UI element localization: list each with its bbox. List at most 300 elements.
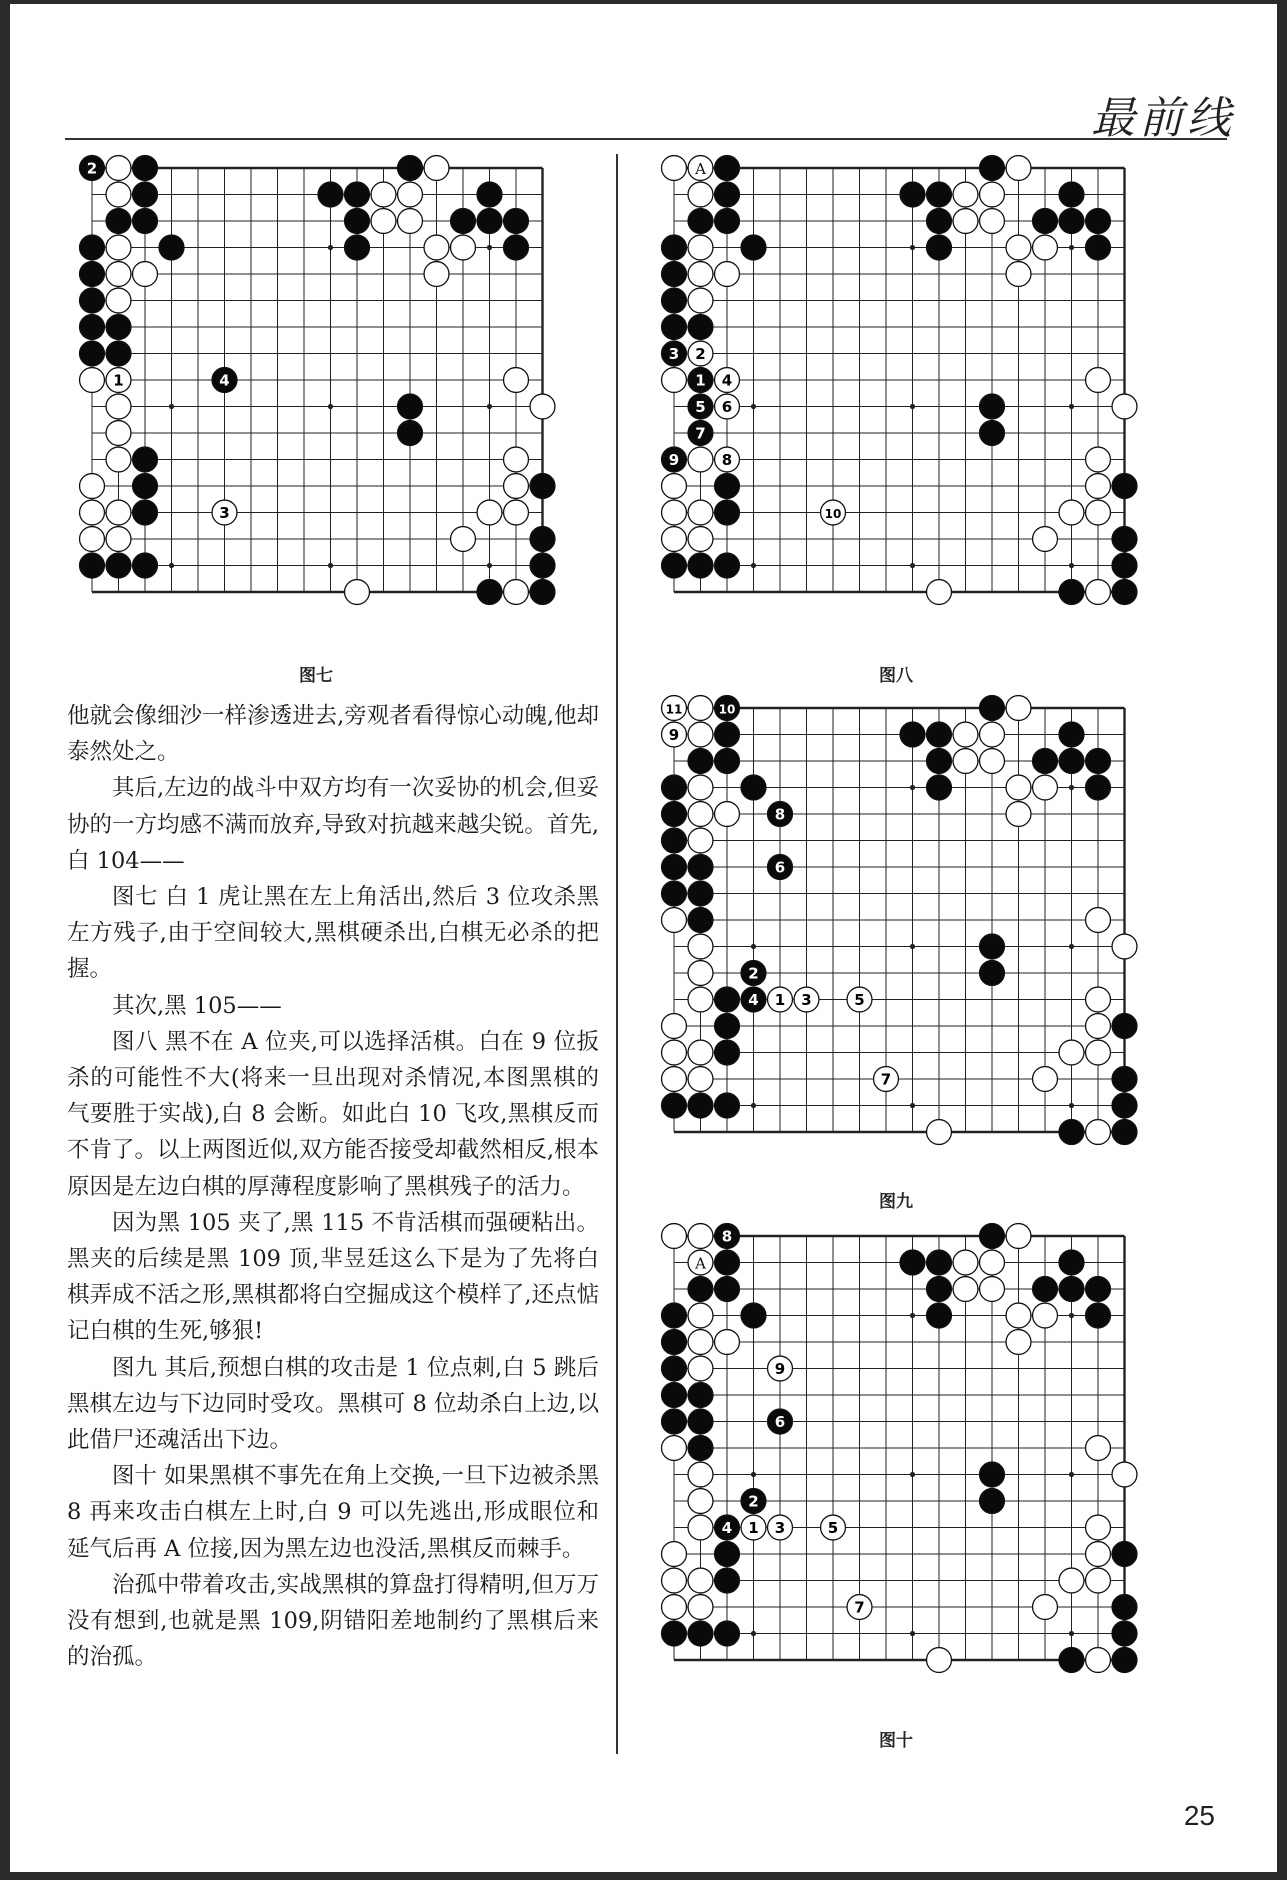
white-stone xyxy=(1086,1436,1111,1461)
move-number: 8 xyxy=(721,1227,733,1246)
white-stone xyxy=(133,262,158,287)
black-stone xyxy=(1059,1250,1084,1275)
white-stone xyxy=(688,696,713,721)
black-stone xyxy=(477,580,502,605)
white-stone xyxy=(1033,1595,1058,1620)
black-stone xyxy=(715,209,740,234)
white-stone xyxy=(1086,987,1111,1012)
running-header: 最前线 xyxy=(1091,93,1235,144)
move-number: 2 xyxy=(748,964,759,983)
black-stone xyxy=(1059,209,1084,234)
black-stone xyxy=(715,1093,740,1118)
move-number: 10 xyxy=(824,507,842,521)
black-stone xyxy=(741,235,766,260)
paragraph: 因为黑 105 夹了,黑 115 不肯活棋而强硬粘出。黑夹的后续是黑 109 顶,芈昱廷这么下是为了先将白棋弄成不活之形,黑棋都将白空掘成这个模样了,还点惦记白棋的生死,够狠! xyxy=(67,1209,599,1345)
column-divider xyxy=(616,154,618,1754)
white-stone xyxy=(662,1595,687,1620)
move-number: 11 xyxy=(665,702,683,717)
black-stone xyxy=(1112,1014,1137,1039)
white-stone xyxy=(662,1014,687,1039)
move-number: 8 xyxy=(774,805,786,824)
black-stone xyxy=(1059,1120,1084,1145)
white-stone xyxy=(662,1542,687,1567)
black-stone xyxy=(715,1277,740,1302)
white-stone xyxy=(1033,527,1058,552)
paragraph: 治孤中带着攻击,实战黑棋的算盘打得精明,但万万没有想到,也就是黑 109,阴错阳差地制约了黑棋后来的治孤。 xyxy=(67,1571,599,1671)
white-stone xyxy=(1059,1040,1084,1065)
white-stone xyxy=(927,580,952,605)
black-stone xyxy=(715,1014,740,1039)
black-stone xyxy=(398,421,423,446)
move-number: 6 xyxy=(721,398,733,416)
white-stone xyxy=(688,775,713,800)
white-stone xyxy=(80,527,105,552)
white-stone xyxy=(980,1250,1005,1275)
white-stone xyxy=(1006,235,1031,260)
black-stone xyxy=(1059,722,1084,747)
black-stone xyxy=(345,182,370,207)
white-stone xyxy=(1086,368,1111,393)
white-stone xyxy=(953,209,978,234)
white-stone xyxy=(424,262,449,287)
star-point xyxy=(328,245,333,250)
move-number: 4 xyxy=(721,371,733,390)
white-stone xyxy=(1059,1568,1084,1593)
white-stone xyxy=(662,1067,687,1092)
black-stone xyxy=(927,775,952,800)
white-stone xyxy=(980,209,1005,234)
black-stone xyxy=(688,553,713,578)
star-point xyxy=(910,245,915,250)
go-board-fig10 xyxy=(660,1222,1145,1680)
white-stone xyxy=(504,580,529,605)
caption-fig7: 图七 xyxy=(299,666,333,686)
go-board-svg xyxy=(78,154,563,612)
move-number: 10 xyxy=(718,702,736,717)
board-grid xyxy=(674,1236,1125,1660)
star-point xyxy=(910,1631,915,1636)
white-stone xyxy=(345,580,370,605)
board-grid xyxy=(92,168,543,592)
black-stone xyxy=(318,182,343,207)
black-stone xyxy=(662,855,687,880)
black-stone xyxy=(133,553,158,578)
black-stone xyxy=(398,394,423,419)
black-stone xyxy=(1059,1277,1084,1302)
black-stone xyxy=(662,1356,687,1381)
board-grid xyxy=(674,708,1125,1132)
black-stone xyxy=(477,182,502,207)
move-number: 5 xyxy=(695,398,706,416)
white-stone xyxy=(1033,1067,1058,1092)
black-stone xyxy=(80,341,105,366)
black-stone xyxy=(80,235,105,260)
black-stone xyxy=(980,156,1005,181)
black-stone xyxy=(1112,1120,1137,1145)
white-stone xyxy=(1033,775,1058,800)
paragraph: 图八 黑不在 A 位夹,可以选择活棋。白在 9 位扳杀的可能性不大(将来一旦出现对杀情况,本图黑棋的气要胜于实战),白 8 会断。如此白 10 飞攻,黑棋反而不肯了。以上两图近似,双方能否接受却截然相反,根本原因是左边白棋的厚薄程度影响了黑棋残子的活力。 xyxy=(67,1028,599,1200)
go-board-svg xyxy=(660,694,1145,1152)
white-stone xyxy=(953,1277,978,1302)
black-stone xyxy=(1112,1595,1137,1620)
black-stone xyxy=(477,209,502,234)
black-stone xyxy=(1112,1093,1137,1118)
white-stone xyxy=(80,500,105,525)
star-point xyxy=(169,404,174,409)
black-stone xyxy=(106,315,131,340)
move-number: 1 xyxy=(774,991,786,1009)
black-stone xyxy=(133,500,158,525)
black-stone xyxy=(504,209,529,234)
black-stone xyxy=(662,288,687,313)
white-stone xyxy=(106,500,131,525)
move-number: 3 xyxy=(774,1519,786,1537)
white-stone xyxy=(1086,1014,1111,1039)
black-stone xyxy=(80,288,105,313)
move-number: 8 xyxy=(721,451,733,469)
black-stone xyxy=(80,262,105,287)
black-stone xyxy=(741,775,766,800)
black-stone xyxy=(900,1250,925,1275)
black-stone xyxy=(345,209,370,234)
go-board-fig9 xyxy=(660,694,1145,1152)
white-stone xyxy=(371,182,396,207)
move-number: 4 xyxy=(219,371,230,390)
white-stone xyxy=(688,1303,713,1328)
black-stone xyxy=(927,1277,952,1302)
black-stone xyxy=(1086,235,1111,260)
star-point xyxy=(910,944,915,949)
white-stone xyxy=(662,1040,687,1065)
black-stone xyxy=(1059,182,1084,207)
black-stone xyxy=(900,182,925,207)
white-stone xyxy=(371,209,396,234)
white-stone xyxy=(530,394,555,419)
star-point xyxy=(1069,1472,1074,1477)
star-point xyxy=(1069,1631,1074,1636)
black-stone xyxy=(715,1542,740,1567)
board-grid xyxy=(674,168,1125,592)
white-stone xyxy=(688,1224,713,1249)
black-stone xyxy=(715,553,740,578)
white-stone xyxy=(106,527,131,552)
black-stone xyxy=(662,1383,687,1408)
move-number: 4 xyxy=(721,1519,733,1537)
black-stone xyxy=(1086,749,1111,774)
paragraph: 图七 白 1 虎让黑在左上角活出,然后 3 位攻杀黑左方残子,由于空间较大,黑棋硬杀出,白棋无必杀的把握。 xyxy=(67,884,599,983)
white-stone xyxy=(451,235,476,260)
black-stone xyxy=(1086,209,1111,234)
black-stone xyxy=(688,855,713,880)
white-stone xyxy=(106,447,131,472)
black-stone xyxy=(1112,553,1137,578)
star-point xyxy=(328,404,333,409)
white-stone xyxy=(1086,1040,1111,1065)
paragraph: 图十 如果黑棋不事先在角上交换,一旦下边被杀黑 8 再来攻击白棋左上时,白 9 可以先逃出,形成眼位和延气后再 A 位接,因为黑左边也没活,黑棋反而棘手。 xyxy=(67,1463,599,1562)
white-stone xyxy=(662,500,687,525)
white-stone xyxy=(927,1648,952,1673)
black-stone xyxy=(715,1040,740,1065)
star-point xyxy=(910,404,915,409)
white-stone xyxy=(1006,262,1031,287)
header-rule xyxy=(65,138,1227,140)
black-stone xyxy=(927,209,952,234)
black-stone xyxy=(133,447,158,472)
black-stone xyxy=(662,881,687,906)
white-stone xyxy=(1006,775,1031,800)
black-stone xyxy=(1033,749,1058,774)
white-stone xyxy=(688,1356,713,1381)
black-stone xyxy=(133,182,158,207)
white-stone xyxy=(106,156,131,181)
star-point xyxy=(1069,1103,1074,1108)
white-stone xyxy=(688,527,713,552)
black-stone xyxy=(451,209,476,234)
black-stone xyxy=(662,235,687,260)
black-stone xyxy=(398,156,423,181)
black-stone xyxy=(715,722,740,747)
white-stone xyxy=(953,749,978,774)
black-stone xyxy=(133,209,158,234)
move-number: 6 xyxy=(774,858,786,877)
go-board-svg xyxy=(660,1222,1145,1680)
white-stone xyxy=(398,209,423,234)
white-stone xyxy=(688,987,713,1012)
black-stone xyxy=(662,828,687,853)
black-stone xyxy=(980,934,1005,959)
star-point xyxy=(1069,245,1074,250)
white-stone xyxy=(688,802,713,827)
white-stone xyxy=(106,182,131,207)
move-number: 5 xyxy=(827,1519,839,1537)
move-number: 7 xyxy=(880,1070,892,1089)
white-stone xyxy=(662,1568,687,1593)
move-number: 4 xyxy=(748,991,759,1009)
star-point xyxy=(1069,404,1074,409)
black-stone xyxy=(530,474,555,499)
black-stone xyxy=(1112,1542,1137,1567)
white-stone xyxy=(662,908,687,933)
star-point xyxy=(487,245,492,250)
black-stone xyxy=(980,696,1005,721)
white-stone xyxy=(1006,1330,1031,1355)
black-stone xyxy=(980,961,1005,986)
black-stone xyxy=(662,262,687,287)
white-stone xyxy=(80,368,105,393)
black-stone xyxy=(106,209,131,234)
black-stone xyxy=(159,235,184,260)
white-stone xyxy=(398,182,423,207)
black-stone xyxy=(980,1489,1005,1514)
white-stone xyxy=(953,722,978,747)
star-point xyxy=(487,404,492,409)
white-stone xyxy=(1086,1120,1111,1145)
move-number: 9 xyxy=(668,451,680,469)
white-stone xyxy=(662,1224,687,1249)
white-stone xyxy=(688,828,713,853)
caption-fig8: 图八 xyxy=(879,666,913,686)
white-stone xyxy=(504,368,529,393)
caption-fig10: 图十 xyxy=(879,1731,913,1751)
white-stone xyxy=(504,500,529,525)
white-stone xyxy=(1006,802,1031,827)
black-stone xyxy=(688,1621,713,1646)
star-point xyxy=(910,1472,915,1477)
black-stone xyxy=(688,1383,713,1408)
move-number: 6 xyxy=(774,1413,786,1431)
move-number: 1 xyxy=(113,371,124,390)
black-stone xyxy=(1086,1303,1111,1328)
black-stone xyxy=(133,156,158,181)
move-number: 2 xyxy=(86,159,98,178)
white-stone xyxy=(424,156,449,181)
black-stone xyxy=(688,1409,713,1434)
black-stone xyxy=(980,1462,1005,1487)
point-letter-mark: A xyxy=(695,1254,706,1273)
white-stone xyxy=(688,182,713,207)
book-page xyxy=(10,4,1277,1872)
white-stone xyxy=(1006,696,1031,721)
black-stone xyxy=(927,1303,952,1328)
white-stone xyxy=(688,288,713,313)
star-point xyxy=(751,1472,756,1477)
white-stone xyxy=(1033,1303,1058,1328)
white-stone xyxy=(688,1040,713,1065)
black-stone xyxy=(133,474,158,499)
go-board-fig7 xyxy=(78,154,563,612)
white-stone xyxy=(106,288,131,313)
white-stone xyxy=(953,182,978,207)
article-body xyxy=(67,698,599,1675)
star-point xyxy=(751,404,756,409)
black-stone xyxy=(530,553,555,578)
black-stone xyxy=(927,749,952,774)
move-number: 9 xyxy=(668,726,680,744)
black-stone xyxy=(1112,527,1137,552)
black-stone xyxy=(1059,1648,1084,1673)
white-stone xyxy=(1086,1568,1111,1593)
black-stone xyxy=(980,421,1005,446)
black-stone xyxy=(504,235,529,260)
move-number: 7 xyxy=(854,1598,865,1617)
black-stone xyxy=(662,802,687,827)
white-stone xyxy=(477,500,502,525)
white-stone xyxy=(980,722,1005,747)
star-point xyxy=(910,1103,915,1108)
black-stone xyxy=(1086,1277,1111,1302)
white-stone xyxy=(688,722,713,747)
white-stone xyxy=(980,1277,1005,1302)
star-point xyxy=(169,563,174,568)
white-stone xyxy=(106,262,131,287)
white-stone xyxy=(1112,1462,1137,1487)
paragraph: 图九 其后,预想白棋的攻击是 1 位点刺,白 5 跳后黑棋左边与下边同时受攻。黑棋可 8 位劫杀白上边,以此借尸还魂活出下边。 xyxy=(67,1354,599,1454)
white-stone xyxy=(1086,447,1111,472)
white-stone xyxy=(1086,908,1111,933)
white-stone xyxy=(688,934,713,959)
page-number: 25 xyxy=(1183,1800,1215,1831)
star-point xyxy=(910,785,915,790)
black-stone xyxy=(530,527,555,552)
black-stone xyxy=(1112,1621,1137,1646)
star-point xyxy=(1069,1313,1074,1318)
paragraph: 其后,左边的战斗中双方均有一次妥协的机会,但妥协的一方均感不满而放弃,导致对抗越来越尖锐。首先,白 104—— xyxy=(67,775,599,874)
black-stone xyxy=(662,553,687,578)
white-stone xyxy=(715,1330,740,1355)
white-stone xyxy=(662,368,687,393)
move-number: 2 xyxy=(695,345,706,363)
black-stone xyxy=(715,182,740,207)
white-stone xyxy=(688,1489,713,1514)
white-stone xyxy=(688,1330,713,1355)
black-stone xyxy=(1112,580,1137,605)
white-stone xyxy=(715,262,740,287)
black-stone xyxy=(927,1250,952,1275)
white-stone xyxy=(1112,934,1137,959)
black-stone xyxy=(1086,775,1111,800)
move-number: 7 xyxy=(695,424,706,443)
star-point xyxy=(910,563,915,568)
black-stone xyxy=(662,1093,687,1118)
black-stone xyxy=(1112,474,1137,499)
black-stone xyxy=(980,394,1005,419)
white-stone xyxy=(688,262,713,287)
white-stone xyxy=(980,749,1005,774)
black-stone xyxy=(927,235,952,260)
black-stone xyxy=(715,1621,740,1646)
black-stone xyxy=(80,315,105,340)
white-stone xyxy=(688,235,713,260)
star-point xyxy=(1069,563,1074,568)
white-stone xyxy=(451,527,476,552)
white-stone xyxy=(1086,1648,1111,1673)
black-stone xyxy=(1033,209,1058,234)
white-stone xyxy=(80,474,105,499)
caption-fig9: 图九 xyxy=(879,1192,913,1212)
white-stone xyxy=(688,1462,713,1487)
star-point xyxy=(751,944,756,949)
black-stone xyxy=(662,1621,687,1646)
move-number: 9 xyxy=(774,1360,786,1378)
point-letter-mark: A xyxy=(695,160,706,178)
star-point xyxy=(751,1103,756,1108)
white-stone xyxy=(504,447,529,472)
move-number: 5 xyxy=(854,991,865,1009)
black-stone xyxy=(688,1277,713,1302)
black-stone xyxy=(927,722,952,747)
black-stone xyxy=(662,1330,687,1355)
white-stone xyxy=(1059,500,1084,525)
star-point xyxy=(751,1631,756,1636)
white-stone xyxy=(662,156,687,181)
white-stone xyxy=(688,1568,713,1593)
black-stone xyxy=(688,881,713,906)
white-stone xyxy=(688,500,713,525)
black-stone xyxy=(688,1436,713,1461)
white-stone xyxy=(1086,474,1111,499)
white-stone xyxy=(1112,394,1137,419)
white-stone xyxy=(106,235,131,260)
star-point xyxy=(328,563,333,568)
star-point xyxy=(910,1313,915,1318)
black-stone xyxy=(715,1568,740,1593)
move-number: 2 xyxy=(748,1492,759,1511)
white-stone xyxy=(424,235,449,260)
move-number: 3 xyxy=(219,504,230,522)
move-number: 3 xyxy=(801,991,812,1009)
white-stone xyxy=(504,474,529,499)
black-stone xyxy=(662,775,687,800)
